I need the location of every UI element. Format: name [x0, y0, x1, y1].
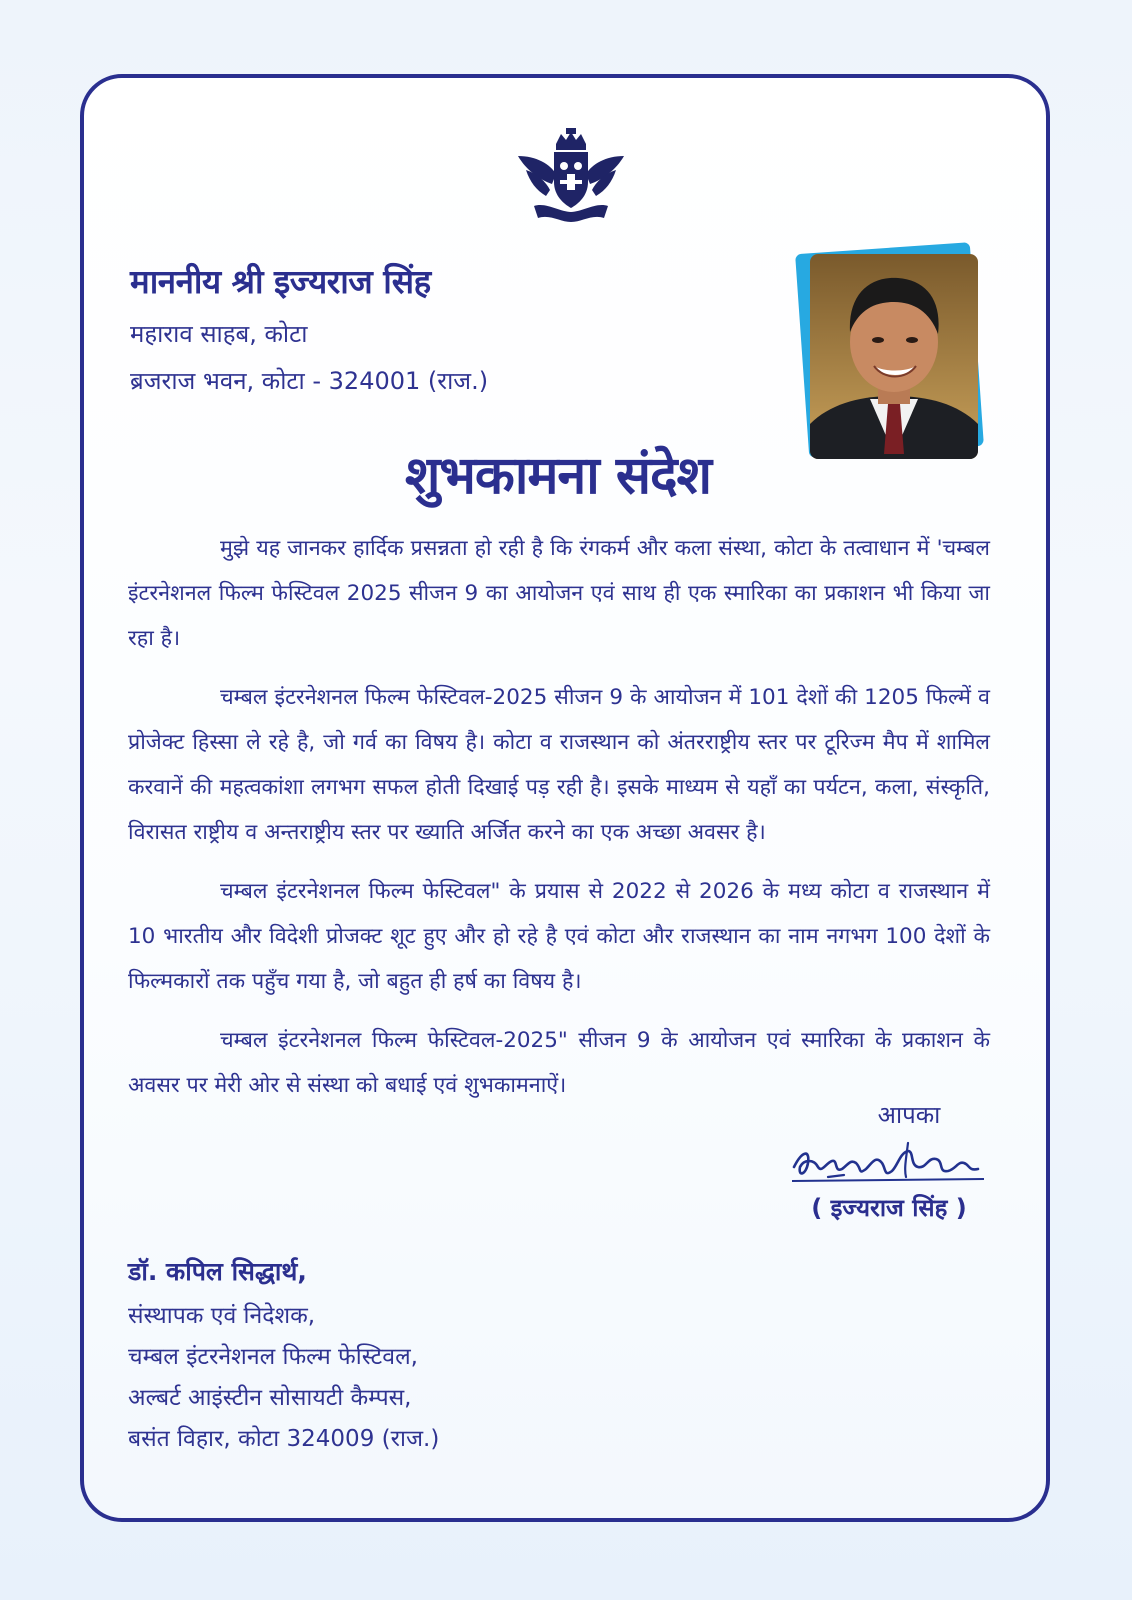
paragraph: चम्बल इंटरनेशनल फिल्म फेस्टिवल-2025 सीजन 9 के आयोजन में 101 देशों की 1205 फिल्में व प्रोजेक्ट हिस्सा ले रहे है, जो गर्व का विषय है। कोटा व राजस्थान को अंतरराष्ट्रीय स्तर पर टूरिज्म मैप में शामिल करवानें की महत्वकांशा लगभग सफल होती दिखाई पड़ रही है। इसके माध्यम से यहाँ का पर्यटन, कला, संस्कृति, विरासत राष्ट्रीय व अन्तराष्ट्रीय स्तर पर ख्याति अर्जित करने का एक अच्छा अवसर है। [128, 685, 990, 845]
paragraph: चम्बल इंटरनेशनल फिल्म फेस्टिवल-2025" सीजन 9 के आयोजन एवं स्मारिका के प्रकाशन के अवसर पर मेरी ओर से संस्था को बधाई एवं शुभकामनाऐं। [128, 1028, 990, 1098]
signer-name: ( इज्यराज सिंह ) [811, 1194, 967, 1222]
footer-line: संस्थापक एवं निदेशक, [128, 1303, 316, 1329]
footer-line: चम्बल इंटरनेशनल फिल्म फेस्टिवल, [128, 1344, 418, 1370]
portrait-image [810, 254, 978, 459]
paragraph: मुझे यह जानकर हार्दिक प्रसन्नता हो रही है कि रंगकर्म और कला संस्था, कोटा के तत्वाधान में 'चम्बल इंटरनेशनल फिल्म फेस्टिवल 2025 सीजन 9 का आयोजन एवं साथ ही एक स्मारिका का प्रकाशन भी किया जा रहा है। [128, 536, 990, 651]
sender-designation: महाराव साहब, कोटा [130, 320, 308, 348]
footer-line: अल्बर्ट आइंस्टीन सोसायटी कैम्पस, [128, 1385, 412, 1411]
sender-name: माननीय श्री इज्यराज सिंह [130, 262, 431, 301]
signoff-block [784, 1098, 994, 1224]
closing-text: आपका [877, 1101, 941, 1129]
message-body [128, 526, 990, 1122]
footer-name: डॉ. कपिल सिद्धार्थ, [128, 1257, 307, 1286]
sender-address: ब्रजराज भवन, कोटा - 324001 (राज.) [130, 367, 489, 395]
signature-image [788, 1133, 988, 1189]
page-title: शुभकामना संदेश [405, 446, 711, 506]
portrait-photo [802, 248, 987, 462]
paragraph: चम्बल इंटरनेशनल फिल्म फेस्टिवल" के प्रयास से 2022 से 2026 के मध्य कोटा व राजस्थान में 10 भारतीय और विदेशी प्रोजक्ट शूट हुए और हो रहे है एवं कोटा और राजस्थान का नाम नगभग 100 देशों के फिल्मकारों तक पहुँच गया है, जो बहुत ही हर्ष का विषय है। [128, 879, 990, 994]
footer-line: बसंत विहार, कोटा 324009 (राज.) [128, 1426, 440, 1452]
footer-contact [128, 1254, 439, 1460]
letter-card [80, 74, 1050, 1522]
sender-header [130, 258, 488, 411]
portrait-illustration [810, 254, 978, 459]
royal-crest-icon [516, 126, 626, 224]
